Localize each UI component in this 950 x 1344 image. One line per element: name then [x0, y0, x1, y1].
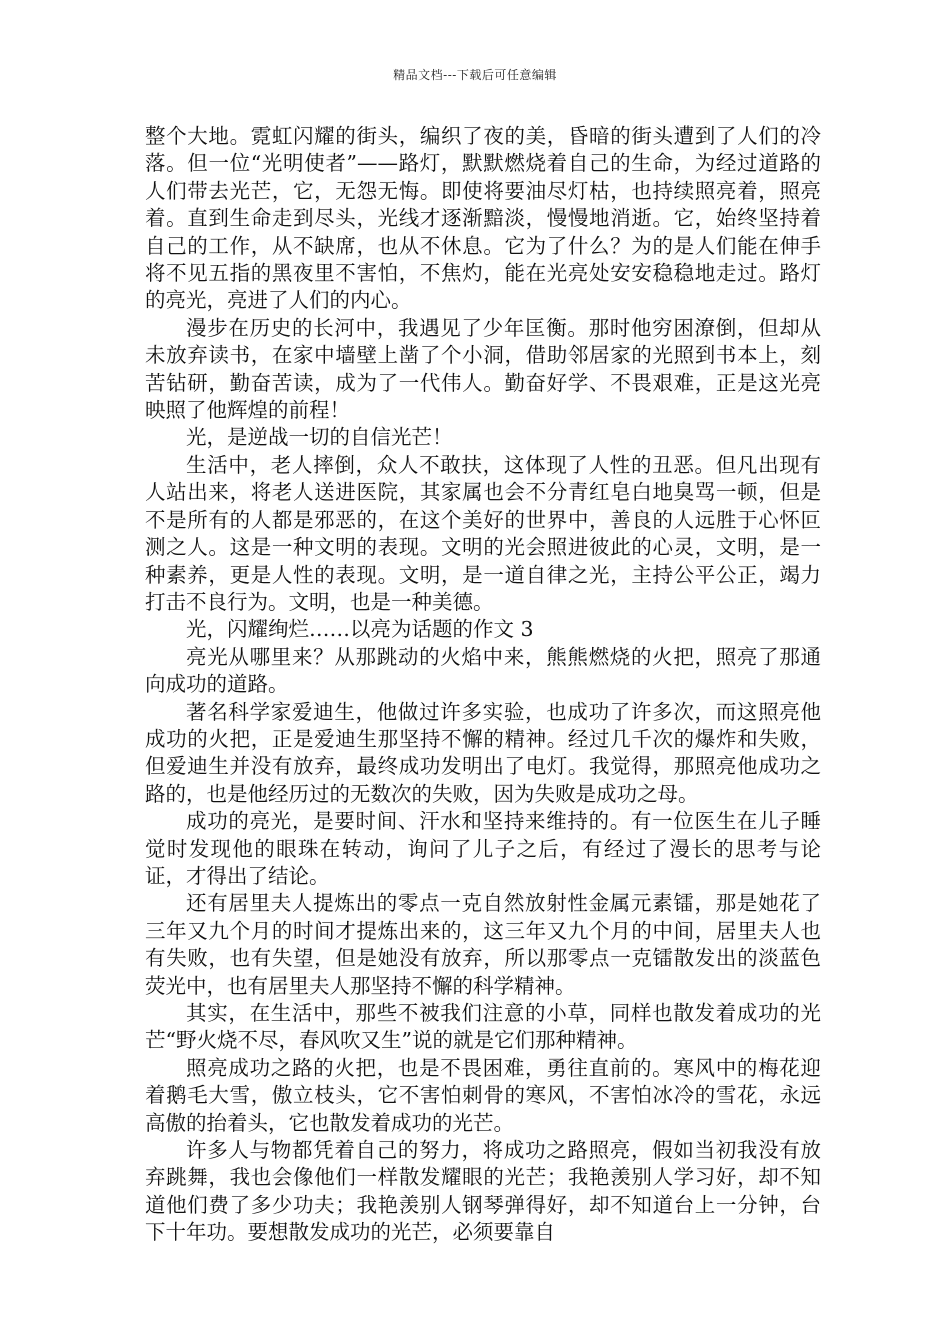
- paragraph-street-lamp: 整个大地。霓虹闪耀的街头，编织了夜的美，昏暗的街头遭到了人们的冷落。但一位“光明使者”——路灯，默默燃烧着自己的生命，为经过道路的人们带去光芒，它，无怨无悔。即使将要油尽灯枯，也持续照亮着，照亮着。直到生命走到尽头，光线才逐渐黯淡，慢慢地消逝。它，始终坚持着自己的工作，从不缺席，也从不休息。它为了什么？为的是人们能在伸手将不见五指的黑夜里不害怕，不焦灼，能在光亮处安安稳稳地走过。路灯的亮光，亮进了人们的内心。: [145, 124, 821, 313]
- paragraph-where-light-comes: 亮光从哪里来？从那跳动的火焰中来，熊熊燃烧的火把，照亮了那通向成功的道路。: [145, 644, 821, 697]
- paragraph-civilization: 生活中，老人摔倒，众人不敢扶，这体现了人性的丑恶。但凡出现有人站出来，将老人送进医院，其家属也会不分青红皂白地臭骂一顿，但是不是所有的人都是邪恶的，在这个美好的世界中，善良的人远胜于心怀叵测之人。这是一种文明的表现。文明的光会照进彼此的心灵，文明，是一种素养，更是人性的表现。文明，是一道自律之光，主持公平公正，竭力打击不良行为。文明，也是一种美德。: [145, 452, 821, 614]
- paragraph-effort: 许多人与物都凭着自己的努力，将成功之路照亮，假如当初我没有放弃跳舞，我也会像他们一样散发耀眼的光芒；我艳羡别人学习好，却不知道他们费了多少功夫；我艳羡别人钢琴弹得好，却不知道台上一分钟，台下十年功。要想散发成功的光芒，必须要靠自: [145, 1138, 821, 1245]
- paragraph-edison: 著名科学家爱迪生，他做过许多实验，也成功了许多次，而这照亮他成功的火把，正是爱迪生那坚持不懈的精神。经过几千次的爆炸和失败，但爱迪生并没有放弃，最终成功发明出了电灯。我觉得，那照亮他成功之路的，也是他经历过的无数次的失败，因为失败是成功之母。: [145, 699, 821, 806]
- paragraph-doctor: 成功的亮光，是要时间、汗水和坚持来维持的。有一位医生在儿子睡觉时发现他的眼珠在转动，询问了儿子之后，有经过了漫长的思考与论证，才得出了结论。: [145, 809, 821, 888]
- paragraph-confidence-light: 光，是逆战一切的自信光芒！: [186, 425, 453, 450]
- paragraph-curie: 还有居里夫人提炼出的零点一克自然放射性金属元素镭，那是她花了三年又九个月的时间才提炼出来的，这三年又九个月的中间，居里夫人也有失败，也有失望，但是她没有放弃，所以那零点一克镭散发出的淡蓝色荧光中，也有居里夫人那坚持不懈的科学精神。: [145, 891, 821, 998]
- essay-title-3: 光，闪耀绚烂……以亮为话题的作文 3: [186, 617, 534, 642]
- running-header: 精品文档---下载后可任意编辑: [393, 68, 557, 82]
- paragraph-plum-blossom: 照亮成功之路的火把，也是不畏困难，勇往直前的。寒风中的梅花迎着鹅毛大雪，傲立枝头，它不害怕刺骨的寒风，不害怕冰冷的雪花，永远高傲的抬着头，它也散发着成功的光芒。: [145, 1055, 821, 1135]
- essay-body: [145, 123, 821, 1247]
- paragraph-kuang-heng: 漫步在历史的长河中，我遇见了少年匡衡。那时他穷困潦倒，但却从未放弃读书，在家中墙壁上凿了个小洞，借助邻居家的光照到书本上，刻苦钻研，勤奋苦读，成为了一代伟人。勤奋好学、不畏艰难，正是这光亮映照了他辉煌的前程！: [145, 315, 821, 423]
- paragraph-grass: 其实，在生活中，那些不被我们注意的小草，同样也散发着成功的光芒“野火烧不尽，春风吹又生”说的就是它们那种精神。: [145, 1001, 821, 1053]
